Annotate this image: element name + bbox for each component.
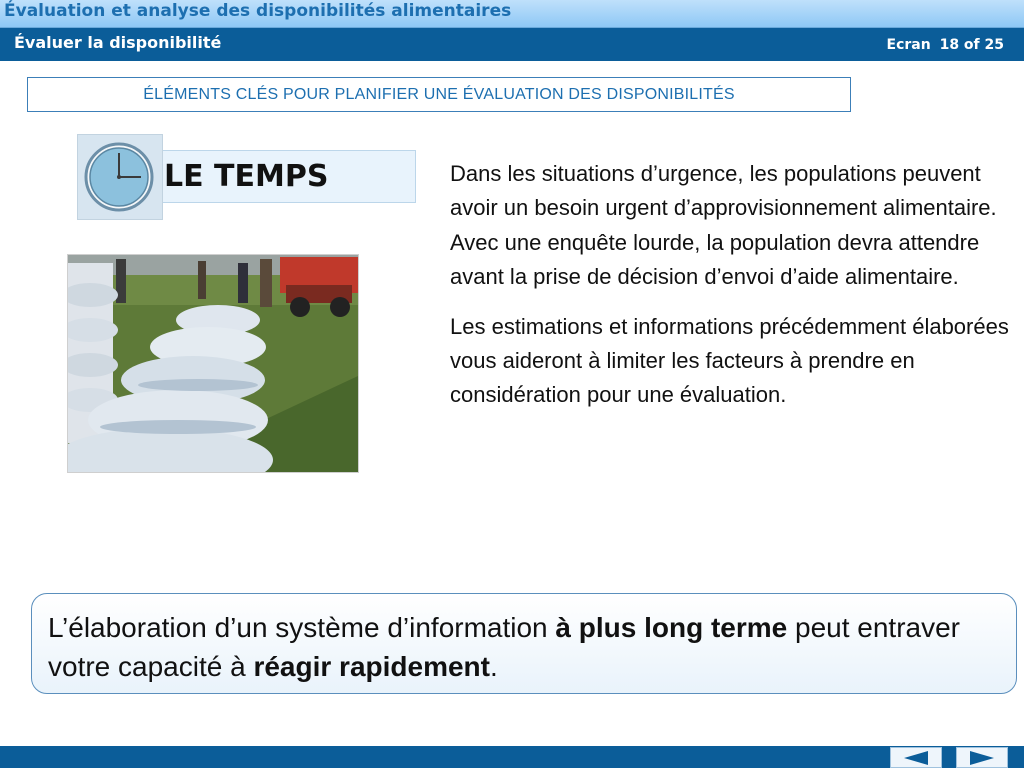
callout-emphasis-2: réagir rapidement — [253, 651, 490, 682]
theme-label: LE TEMPS — [164, 159, 329, 194]
body-paragraph-2: Les estimations et informations précédemment élaborées vous aideront à limiter les facteurs à prendre en considération pour une évaluation. — [450, 313, 1009, 408]
arrow-left-icon — [902, 750, 930, 766]
course-title-bar — [0, 0, 1024, 28]
callout-text-3: . — [489, 651, 498, 682]
previous-screen-button[interactable] — [890, 747, 942, 768]
screen-label: Ecran — [886, 37, 931, 53]
section-title: Évaluer la disponibilité — [14, 33, 222, 52]
callout-text-1: L’élaboration d’un système d’information — [48, 612, 556, 643]
callout-text-2: peut entraver votre capacité à — [48, 612, 961, 682]
body-paragraph-1: Dans les situations d’urgence, les populations peuvent avoir un besoin urgent d’approvisionnement alimentaire. Avec une enquête lourde, la population devra attendre avant la prise de décision d’envoi d’aide alimentaire. — [450, 161, 997, 290]
key-message-callout — [31, 593, 1017, 694]
course-title: Évaluation et analyse des disponibilités alimentaires — [4, 1, 512, 21]
next-screen-button[interactable] — [956, 747, 1008, 768]
screen-counter-value: 18 of 25 — [939, 37, 1004, 53]
clock-icon — [77, 134, 163, 220]
body-text — [450, 157, 1020, 413]
section-header-bar — [0, 28, 1024, 61]
theme-label-box — [121, 150, 416, 203]
food-sacks-photo — [67, 254, 359, 473]
slide-heading: ÉLÉMENTS CLÉS POUR PLANIFIER UNE ÉVALUATION DES DISPONIBILITÉS — [143, 85, 735, 103]
callout-emphasis-1: à plus long terme — [555, 612, 788, 643]
screen-counter — [883, 37, 1004, 53]
arrow-right-icon — [968, 750, 996, 766]
footer-bar — [0, 746, 1024, 768]
slide-heading-box — [27, 77, 851, 112]
